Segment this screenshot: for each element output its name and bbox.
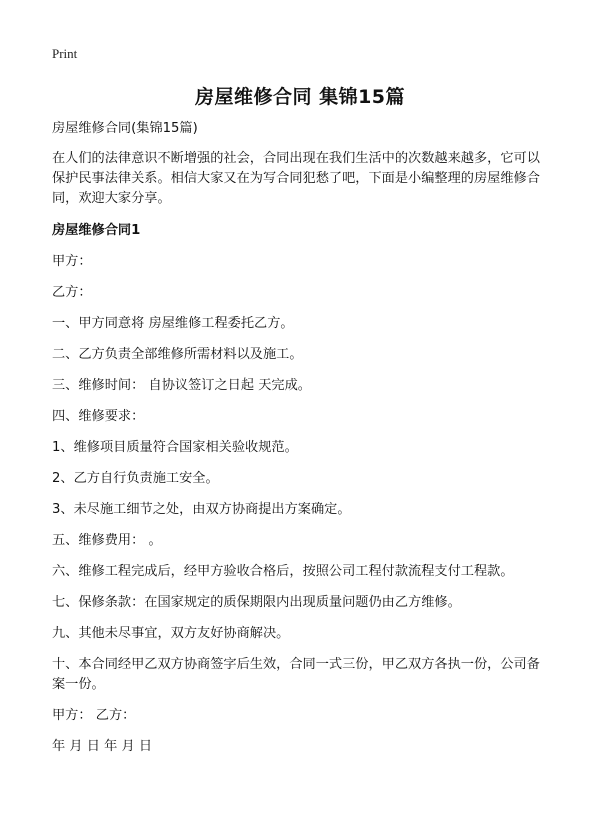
clause-5: 五、维修费用： 。 [52, 533, 162, 548]
clause-9: 九、其他未尽事宜，双方友好协商解决。 [52, 626, 290, 641]
party-a-line: 甲方： [52, 254, 92, 269]
requirement-1: 1、维修项目质量符合国家相关验收规范。 [52, 440, 298, 455]
clause-7: 七、保修条款：在国家规定的质保期限内出现质量问题仍由乙方维修。 [52, 595, 461, 610]
document-title: 房屋维修合同 集锦15篇 [194, 86, 406, 108]
requirement-2: 2、乙方自行负责施工安全。 [52, 471, 219, 486]
clause-3: 三、维修时间： 自协议签订之日起 天完成。 [52, 378, 311, 393]
requirement-3: 3、未尽施工细节之处，由双方协商提出方案确定。 [52, 502, 351, 517]
intro-paragraph: 在人们的法律意识不断增强的社会，合同出现在我们生活中的次数越来越多，它可以保护民事法律关系。相信大家又在为写合同犯愁了吧，下面是小编整理的房屋维修合同，欢迎大家分享。 [52, 151, 540, 206]
clause-2: 二、乙方负责全部维修所需材料以及施工。 [52, 347, 303, 362]
clause-6: 六、维修工程完成后，经甲方验收合格后，按照公司工程付款流程支付工程款。 [52, 564, 514, 579]
clause-10: 十、本合同经甲乙双方协商签字后生效，合同一式三份，甲乙双方各执一份，公司备案一份。 [52, 657, 540, 692]
signature-parties: 甲方： 乙方： [52, 708, 136, 723]
signature-dates: 年 月 日 年 月 日 [52, 739, 153, 754]
clause-4: 四、维修要求： [52, 409, 145, 424]
party-b-line: 乙方： [52, 285, 92, 300]
document-subtitle: 房屋维修合同(集锦15篇) [52, 121, 198, 136]
print-link[interactable]: Print [52, 46, 78, 61]
section-heading: 房屋维修合同1 [52, 223, 141, 238]
clause-1: 一、甲方同意将 房屋维修工程委托乙方。 [52, 316, 294, 331]
document-body [52, 119, 552, 768]
